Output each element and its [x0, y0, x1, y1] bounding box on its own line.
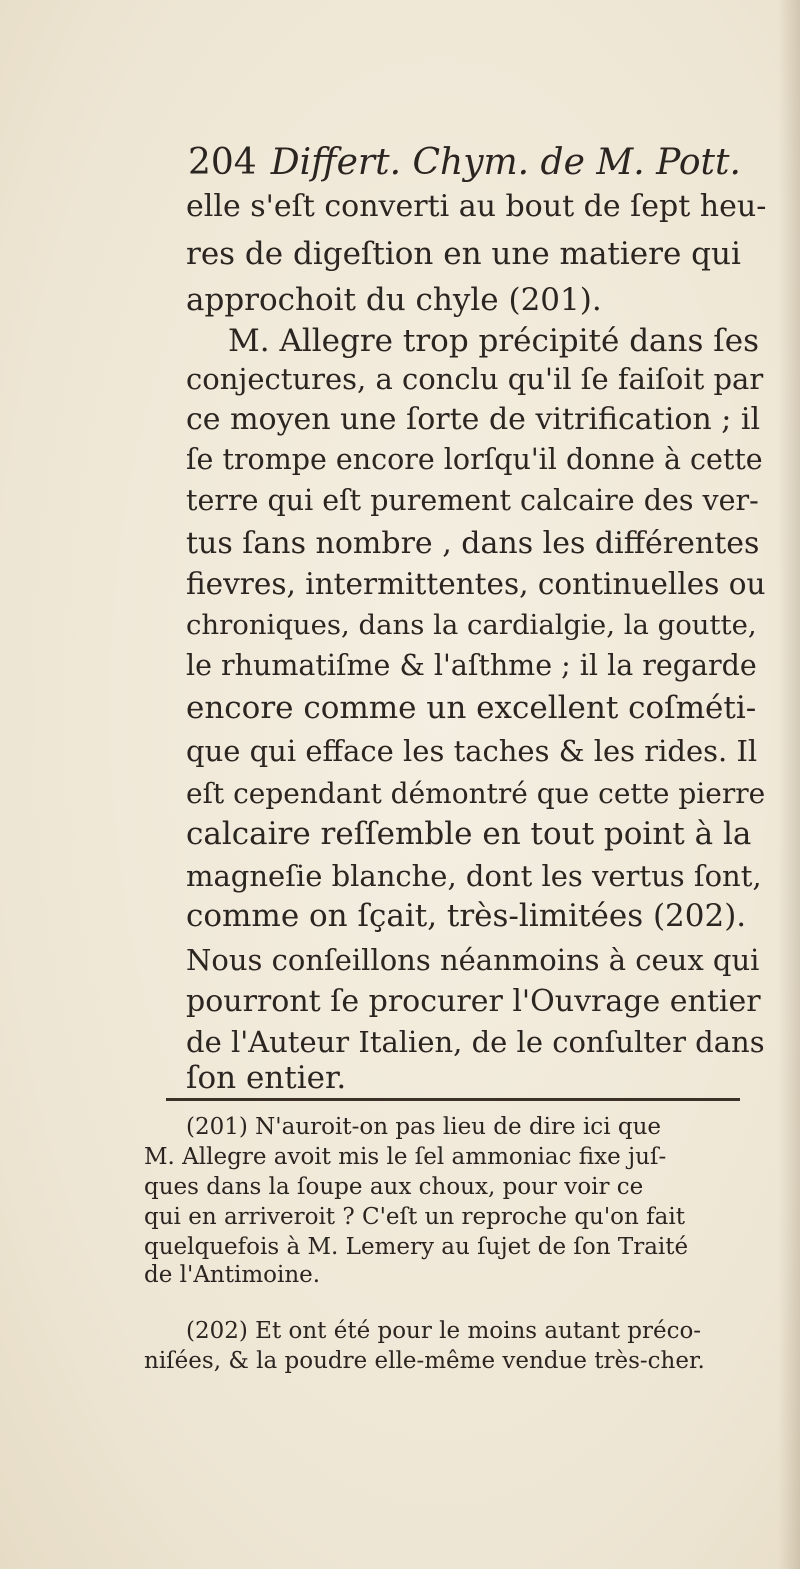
body-line: calcaire reſſemble en tout point à la: [186, 816, 752, 852]
footnote-201-line: (201) N'auroit-on pas lieu de dire ici que: [186, 1114, 662, 1140]
body-line: fievres, intermittentes, continuelles ou: [186, 567, 766, 601]
running-header: [188, 141, 768, 185]
footnote-rule: [166, 1098, 740, 1101]
page-edge-shadow: [778, 0, 800, 1569]
body-line: comme on ſçait, très-limitées (202).: [186, 898, 747, 934]
body-line: tus ſans nombre , dans les différentes: [186, 526, 760, 561]
body-line: de l'Auteur Italien, de le conſulter dans: [186, 1025, 765, 1059]
footnote-202-line: (202) Et ont été pour le moins autant préco-: [186, 1318, 702, 1344]
body-line: approchoit du chyle (201).: [186, 282, 602, 318]
body-line: le rhumatiſme & l'aſthme ; il la regarde: [186, 649, 757, 682]
footnote-201-line: quelquefois à M. Lemery au ſujet de ſon Traité: [144, 1234, 689, 1260]
body-line: magneſie blanche, dont les vertus ſont,: [186, 859, 762, 893]
page-number: 204: [188, 142, 257, 183]
body-line: pourront ſe procurer l'Ouvrage entier: [186, 984, 761, 1019]
footnote-201-line: ques dans la ſoupe aux choux, pour voir ce: [144, 1174, 644, 1200]
footnote-201-line: qui en arriveroit ? C'eſt un reproche qu'on fait: [144, 1204, 685, 1230]
body-line: elle s'eſt converti au bout de ſept heu-: [186, 189, 767, 224]
body-line: eſt cependant démontré que cette pierre: [186, 777, 766, 810]
body-line: encore comme un excellent coſméti-: [186, 690, 757, 726]
body-line: chroniques, dans la cardialgie, la goutte,: [186, 609, 757, 641]
running-title: Differt. Chym. de M. Pott.: [270, 142, 741, 183]
footnote-202-line: niſées, & la poudre elle-même vendue très-cher.: [144, 1348, 705, 1374]
body-line: Nous conſeillons néanmoins à ceux qui: [186, 943, 760, 977]
footnote-201-line: M. Allegre avoit mis le ſel ammoniac fixe juſ-: [144, 1144, 667, 1170]
body-line: conjectures, a conclu qu'il ſe faiſoit par: [186, 362, 764, 396]
body-line: terre qui eſt purement calcaire des ver-: [186, 484, 759, 517]
footnote-201-line: de l'Antimoine.: [144, 1262, 321, 1288]
body-line: ſe trompe encore lorſqu'il donne à cette: [186, 443, 763, 476]
paragraph-start-line: M. Allegre trop précipité dans ſes: [228, 323, 759, 359]
body-line: que qui efface les taches & les rides. Il: [186, 734, 758, 768]
body-line: ce moyen une ſorte de vitrification ; il: [186, 402, 761, 437]
body-line: ſon entier.: [186, 1060, 347, 1096]
body-line: res de digeſtion en une matiere qui: [186, 236, 741, 272]
